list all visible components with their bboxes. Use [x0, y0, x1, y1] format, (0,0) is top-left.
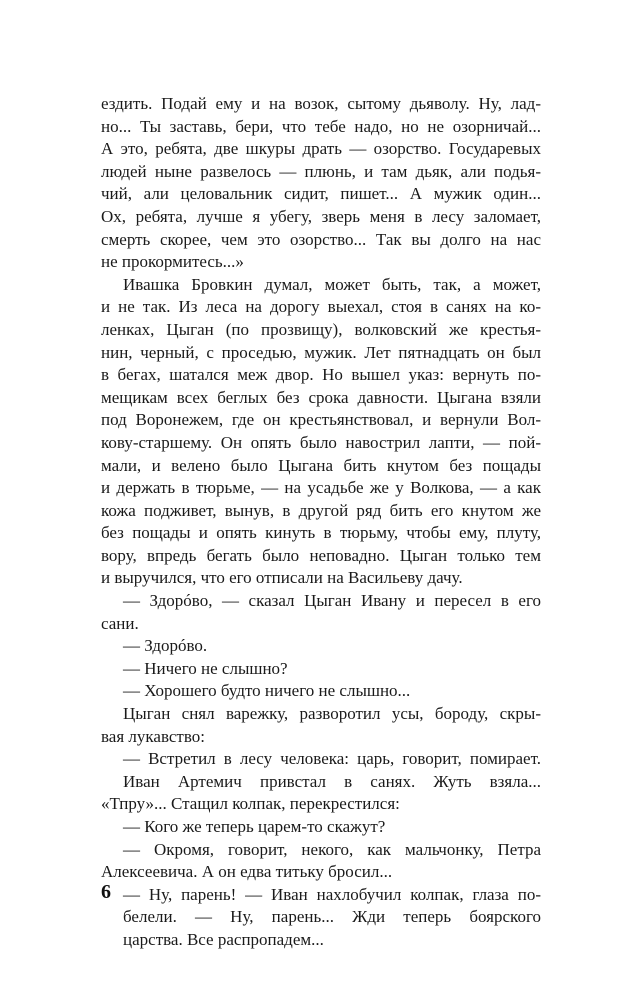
book-page-text: [101, 93, 541, 952]
text-line: — Хорошего будто ничего не слышно...: [123, 681, 411, 701]
text-line: белели. — Ну, парень... Жди теперь боярского: [123, 907, 541, 927]
page-number: 6: [101, 881, 111, 903]
text-line: мещикам всех беглых без срока давности. Цыгана взяли: [101, 387, 541, 407]
text-line: вору, впредь бегать было неповадно. Цыган только тем: [101, 545, 541, 565]
text-line: ленках, Цыган (по прозвищу), волковский же крестья-: [101, 319, 541, 339]
text-line: людей ныне развелось — плюнь, и там дьяк, али подья-: [101, 161, 541, 181]
text-line: — Здорóво.: [123, 636, 208, 656]
text-line: — Кого же теперь царем-то скажут?: [123, 817, 386, 836]
text-line: и держать в тюрьме, — на усадьбе же у Волкова, — а как: [101, 478, 541, 498]
text-line: — Ну, парень! — Иван нахлобучил колпак, глаза по-: [123, 884, 541, 904]
text-line: — Ничего не слышно?: [123, 658, 288, 678]
text-line: Цыган снял варежку, разворотил усы, бороду, скры-: [123, 704, 541, 724]
text-line: чий, али целовальник сидит, пишет... А мужик один...: [101, 184, 541, 204]
text-line: Иван Артемич привстал в санях. Жуть взяла...: [123, 771, 541, 791]
text-line: кову-старшему. Он опять было навострил лапти, — пой-: [101, 432, 541, 452]
text-line: нин, черный, с проседью, мужик. Лет пятнадцать он был: [101, 342, 541, 362]
text-line: под Воронежем, где он крестьянствовал, и вернули Вол-: [101, 410, 541, 430]
text-line: и выручился, что его отписали на Васильеву дачу.: [101, 568, 463, 588]
text-line: — Окромя, говорит, некого, как мальчонку, Петра: [123, 839, 541, 859]
text-line: без пощады и опять кинуть в тюрьму, чтобы ему, плуту,: [101, 523, 541, 543]
text-line: в бегах, шатался меж двор. Но вышел указ: вернуть по-: [101, 365, 541, 385]
text-line: ездить. Подай ему и на возок, сытому дьяволу. Ну, лад-: [101, 94, 541, 113]
text-line: А это, ребята, две шкуры драть — озорство. Государевых: [101, 139, 541, 159]
text-line: Ох, ребята, лучше я убегу, зверь меня в лесу заломает,: [101, 206, 541, 226]
text-line: — Встретил в лесу человека: царь, говорит, помирает.: [123, 749, 541, 769]
text-line: Ивашка Бровкин думал, может быть, так, а может,: [123, 274, 541, 294]
text-line: кожа подживет, вынув, в другой ряд бить его кнутом же: [101, 500, 541, 520]
text-line: смерть скорее, чем это озорство... Так вы долго на нас: [101, 229, 541, 249]
text-line: Алексеевича. А он едва титьку бросил...: [101, 862, 393, 882]
text-line: царства. Все распропадем...: [123, 929, 324, 949]
text-line: «Тпру»... Стащил колпак, перекрестился:: [101, 794, 400, 814]
text-line: но... Ты заставь, бери, что тебе надо, но не озорничай...: [101, 116, 541, 136]
text-line: не прокормитесь...»: [101, 252, 244, 272]
text-line: — Здорóво, — сказал Цыган Ивану и пересел в его: [123, 591, 541, 611]
text-line: мали, и велено было Цыгана бить кнутом без пощады: [101, 455, 541, 475]
text-line: и не так. Из леса на дорогу выехал, стоя в санях на ко-: [101, 297, 541, 317]
text-line: вая лукавство:: [101, 726, 205, 746]
text-line: сани.: [101, 613, 139, 633]
